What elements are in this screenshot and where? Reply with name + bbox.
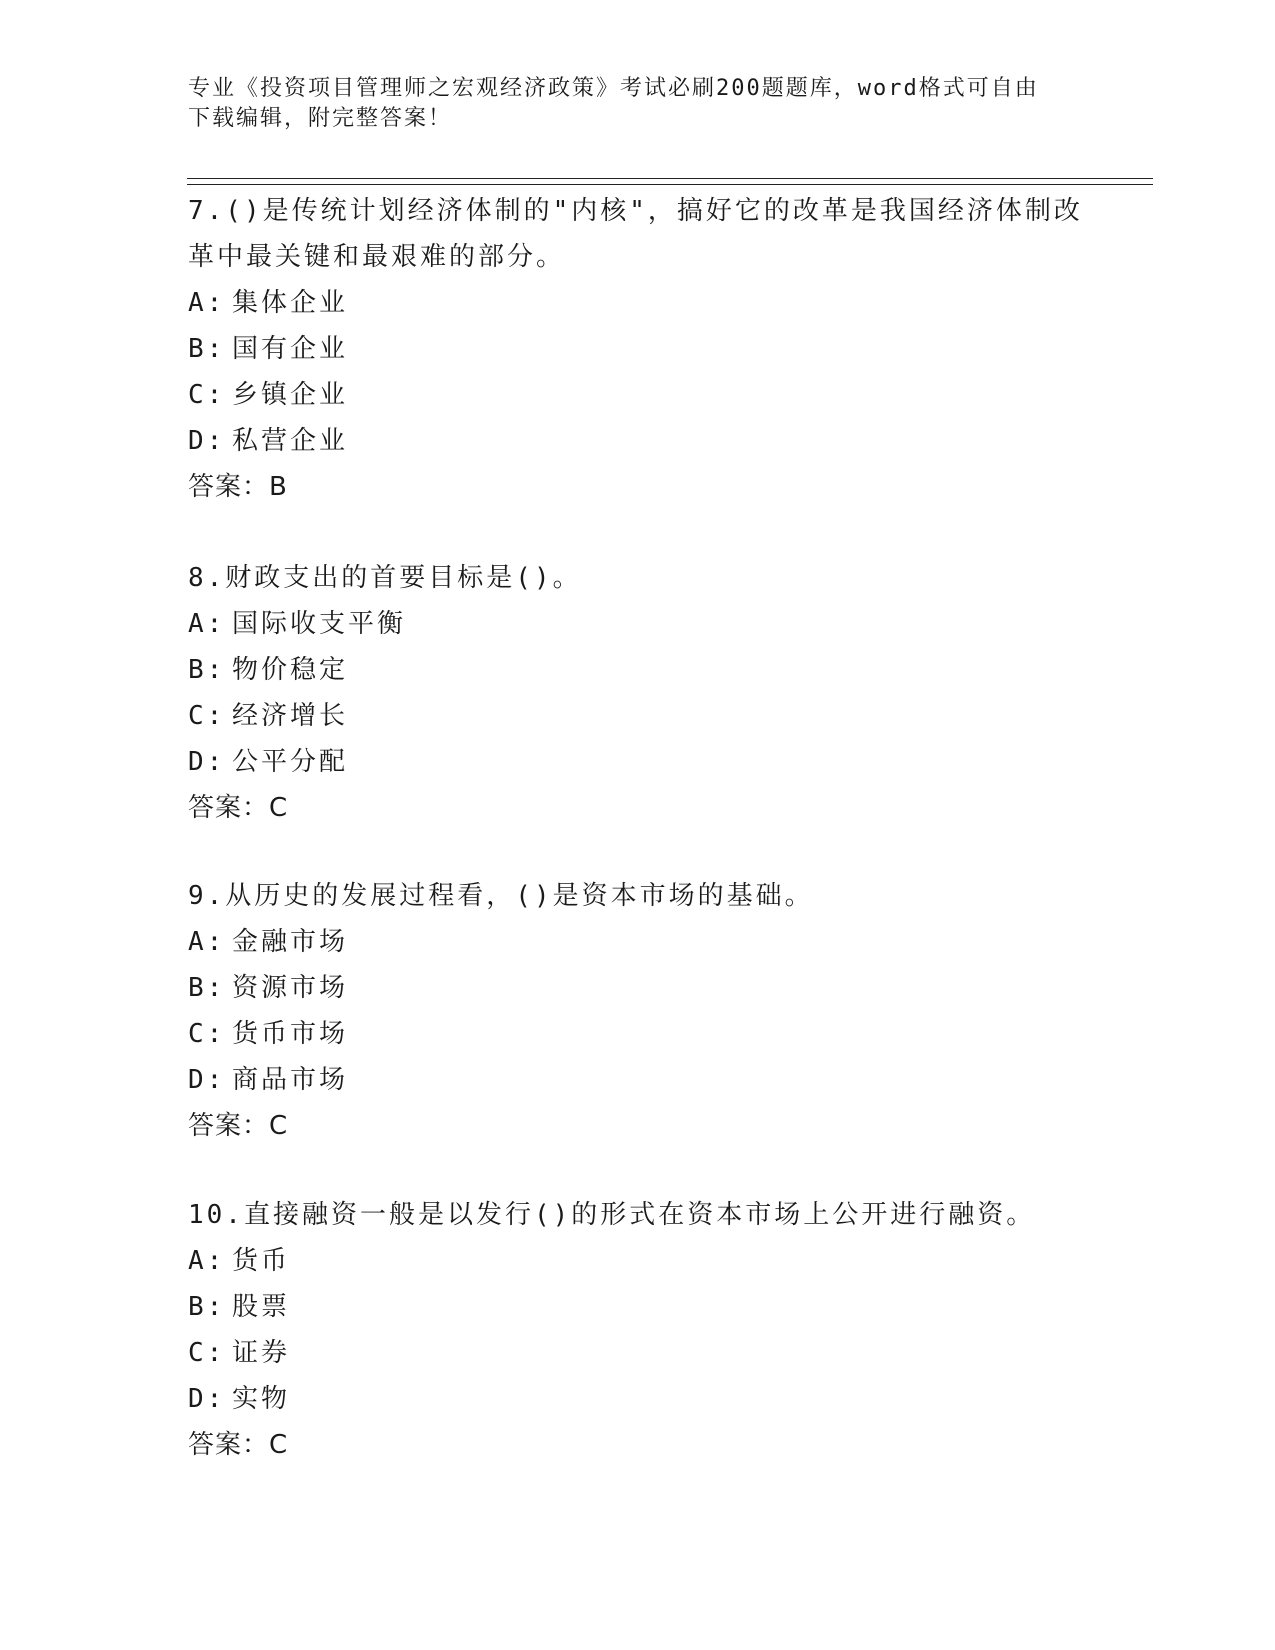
option-key: C: xyxy=(188,1019,226,1049)
option-a xyxy=(188,601,1088,647)
answer-label: 答案：B xyxy=(188,472,288,502)
question-stem-line: 8.财政支出的首要目标是()。 xyxy=(188,563,582,593)
option-text: 商品市场 xyxy=(232,1065,349,1095)
option-c xyxy=(188,372,1088,418)
option-text: 经济增长 xyxy=(232,701,349,731)
option-text: 国有企业 xyxy=(232,334,349,364)
option-key: A: xyxy=(188,609,226,639)
option-key: A: xyxy=(188,1246,226,1276)
question-block xyxy=(188,873,1088,1149)
option-d xyxy=(188,1057,1088,1103)
option-key: A: xyxy=(188,927,226,957)
option-text: 证券 xyxy=(232,1338,291,1368)
answer-label: 答案：C xyxy=(188,793,289,823)
option-c xyxy=(188,693,1088,739)
option-text: 货币 xyxy=(232,1246,291,1276)
option-b xyxy=(188,326,1088,372)
option-a xyxy=(188,1238,1088,1284)
option-key: C: xyxy=(188,380,226,410)
option-c xyxy=(188,1330,1088,1376)
question-stem-line: 革中最关键和最艰难的部分。 xyxy=(188,242,566,272)
option-a xyxy=(188,919,1088,965)
option-key: D: xyxy=(188,747,226,777)
header-line-2: 下载编辑，附完整答案！ xyxy=(188,106,453,131)
option-key: B: xyxy=(188,655,226,685)
option-key: A: xyxy=(188,288,226,318)
answer-label: 答案：C xyxy=(188,1111,289,1141)
option-key: C: xyxy=(188,701,226,731)
option-a xyxy=(188,280,1088,326)
option-text: 私营企业 xyxy=(232,426,349,456)
option-text: 集体企业 xyxy=(232,288,349,318)
option-text: 金融市场 xyxy=(232,927,349,957)
option-key: B: xyxy=(188,334,226,364)
option-key: C: xyxy=(188,1338,226,1368)
option-text: 资源市场 xyxy=(232,973,349,1003)
option-key: D: xyxy=(188,1384,226,1414)
option-c xyxy=(188,1011,1088,1057)
question-stem-line: 7.()是传统计划经济体制的"内核"，搞好它的改革是我国经济体制改 xyxy=(188,196,1083,226)
header-divider-top xyxy=(187,178,1153,179)
option-text: 货币市场 xyxy=(232,1019,349,1049)
option-text: 公平分配 xyxy=(232,747,349,777)
option-key: D: xyxy=(188,1065,226,1095)
option-text: 国际收支平衡 xyxy=(232,609,407,639)
option-d xyxy=(188,1376,1088,1422)
option-d xyxy=(188,739,1088,785)
option-b xyxy=(188,965,1088,1011)
option-text: 实物 xyxy=(232,1384,291,1414)
question-stem-line: 9.从历史的发展过程看，()是资本市场的基础。 xyxy=(188,881,814,911)
option-text: 物价稳定 xyxy=(232,655,349,685)
option-text: 乡镇企业 xyxy=(232,380,349,410)
option-b xyxy=(188,647,1088,693)
question-stem-line: 10.直接融资一般是以发行()的形式在资本市场上公开进行融资。 xyxy=(188,1200,1036,1230)
header-divider-bottom xyxy=(187,184,1153,185)
option-key: D: xyxy=(188,426,226,456)
option-b xyxy=(188,1284,1088,1330)
option-text: 股票 xyxy=(232,1292,291,1322)
header-line-1: 专业《投资项目管理师之宏观经济政策》考试必刷200题题库，word格式可自由 xyxy=(188,76,1039,101)
question-block xyxy=(188,1192,1088,1468)
question-block xyxy=(188,188,1088,510)
question-block xyxy=(188,555,1088,831)
option-key: B: xyxy=(188,973,226,1003)
option-key: B: xyxy=(188,1292,226,1322)
document-header xyxy=(188,74,1068,134)
answer-label: 答案：C xyxy=(188,1430,289,1460)
option-d xyxy=(188,418,1088,464)
